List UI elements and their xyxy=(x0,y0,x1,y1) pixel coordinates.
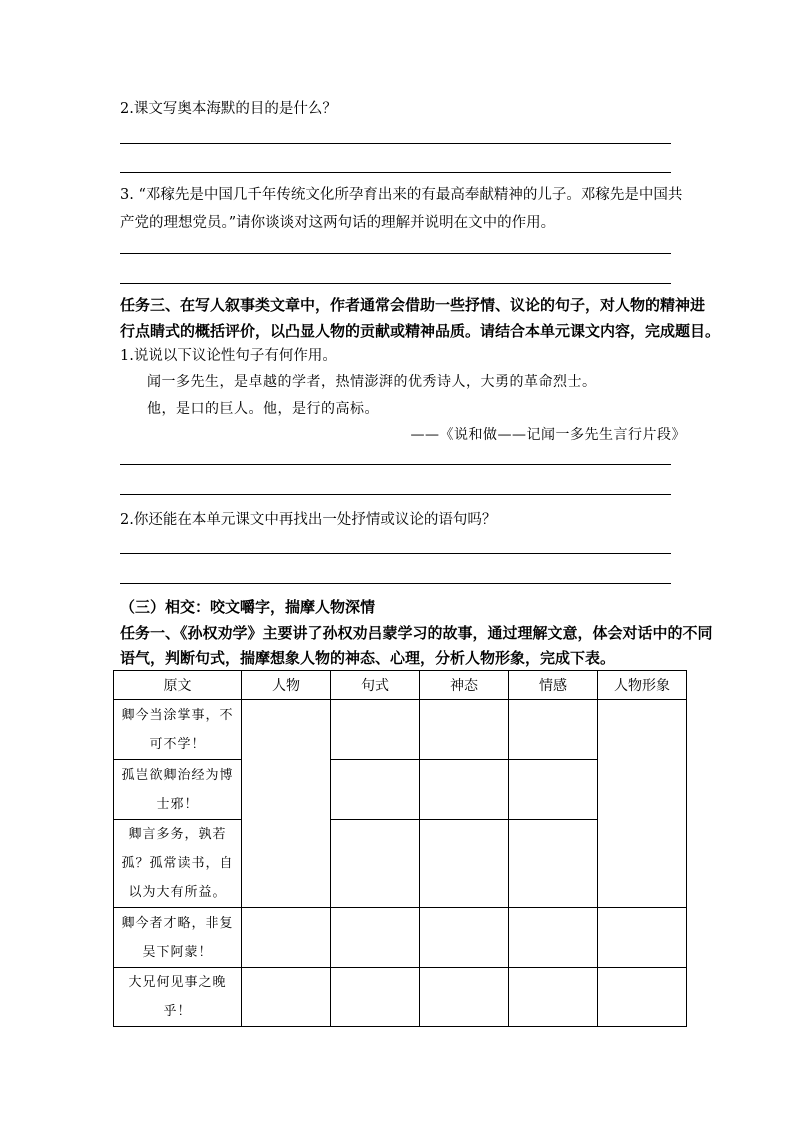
expression-cell[interactable] xyxy=(420,760,509,820)
character-image-cell[interactable] xyxy=(598,908,687,968)
task-3-question-2: 2.你还能在本单元课文中再找出一处抒情或议论的语句吗？ xyxy=(120,512,497,528)
original-text-cell: 卿言多务，孰若孤？孤常读书，自以为大有所益。 xyxy=(114,820,242,908)
expression-cell[interactable] xyxy=(420,700,509,760)
expression-cell[interactable] xyxy=(420,820,509,908)
original-text-cell: 卿今当涂掌事，不可不学！ xyxy=(114,700,242,760)
question-3-line-1: 3. “邓稼先是中国几千年传统文化所孕育出来的有最高奉献精神的儿子。邓稼先是中国共 xyxy=(120,187,683,203)
section-3-title: （三）相交：咬文嚼字，揣摩人物深情 xyxy=(120,598,376,616)
emotion-cell[interactable] xyxy=(509,968,598,1027)
table-header-row xyxy=(114,671,687,700)
table-row xyxy=(114,908,687,968)
expression-cell[interactable] xyxy=(420,908,509,968)
quote-source: ——《说和做——记闻一多先生言行片段》 xyxy=(410,427,686,443)
table-row xyxy=(114,700,687,760)
task-3-line-2: 行点睛式的概括评价，以凸显人物的贡献或精神品质。请结合本单元课文内容，完成题目。 xyxy=(120,322,721,340)
header-sentence-type: 句式 xyxy=(331,671,420,700)
task-3-line-1: 任务三、在写人叙事类文章中，作者通常会借助一些抒情、议论的句子，对人物的精神进 xyxy=(120,296,706,314)
task-1-line-1: 任务一、《孙权劝学》主要讲了孙权劝吕蒙学习的故事，通过理解文意，体会对话中的不同 xyxy=(120,624,713,642)
sentence-type-cell[interactable] xyxy=(331,700,420,760)
header-character-image: 人物形象 xyxy=(598,671,687,700)
header-emotion: 情感 xyxy=(509,671,598,700)
sentence-type-cell[interactable] xyxy=(331,908,420,968)
answer-line xyxy=(120,583,671,584)
header-expression: 神态 xyxy=(420,671,509,700)
character-cell[interactable] xyxy=(242,908,331,968)
character-image-cell[interactable] xyxy=(598,968,687,1027)
character-cell[interactable] xyxy=(242,700,331,908)
answer-line xyxy=(120,283,671,284)
sentence-type-cell[interactable] xyxy=(331,760,420,820)
quote-line-2: 他，是口的巨人。他，是行的高标。 xyxy=(147,401,379,417)
sentence-type-cell[interactable] xyxy=(331,820,420,908)
original-text-cell: 卿今者才略，非复吴下阿蒙！ xyxy=(114,908,242,968)
character-cell[interactable] xyxy=(242,968,331,1027)
emotion-cell[interactable] xyxy=(509,908,598,968)
original-text-cell: 大兄何见事之晚乎！ xyxy=(114,968,242,1027)
question-2: 2.课文写奥本海默的目的是什么？ xyxy=(120,101,337,117)
original-text-cell: 孤岂欲卿治经为博士邪！ xyxy=(114,760,242,820)
task-1-line-2: 语气，判断句式，揣摩想象人物的神态、心理，分析人物形象，完成下表。 xyxy=(120,649,616,667)
header-original-text: 原文 xyxy=(114,671,242,700)
answer-line xyxy=(120,553,671,554)
sentence-type-cell[interactable] xyxy=(331,968,420,1027)
emotion-cell[interactable] xyxy=(509,820,598,908)
expression-cell[interactable] xyxy=(420,968,509,1027)
answer-line xyxy=(120,172,671,173)
emotion-cell[interactable] xyxy=(509,760,598,820)
task-3-question-1: 1.说说以下议论性句子有何作用。 xyxy=(120,348,337,364)
answer-line xyxy=(120,253,671,254)
answer-line xyxy=(120,143,671,144)
header-character: 人物 xyxy=(242,671,331,700)
analysis-table xyxy=(113,670,687,1027)
answer-line xyxy=(120,494,671,495)
table-row xyxy=(114,968,687,1027)
question-3-line-2: 产党的理想党员。”请你谈谈对这两句话的理解并说明在文中的作用。 xyxy=(120,215,556,231)
quote-line-1: 闻一多先生，是卓越的学者，热情澎湃的优秀诗人，大勇的革命烈士。 xyxy=(147,374,597,390)
answer-line xyxy=(120,464,671,465)
character-image-cell[interactable] xyxy=(598,700,687,908)
emotion-cell[interactable] xyxy=(509,700,598,760)
